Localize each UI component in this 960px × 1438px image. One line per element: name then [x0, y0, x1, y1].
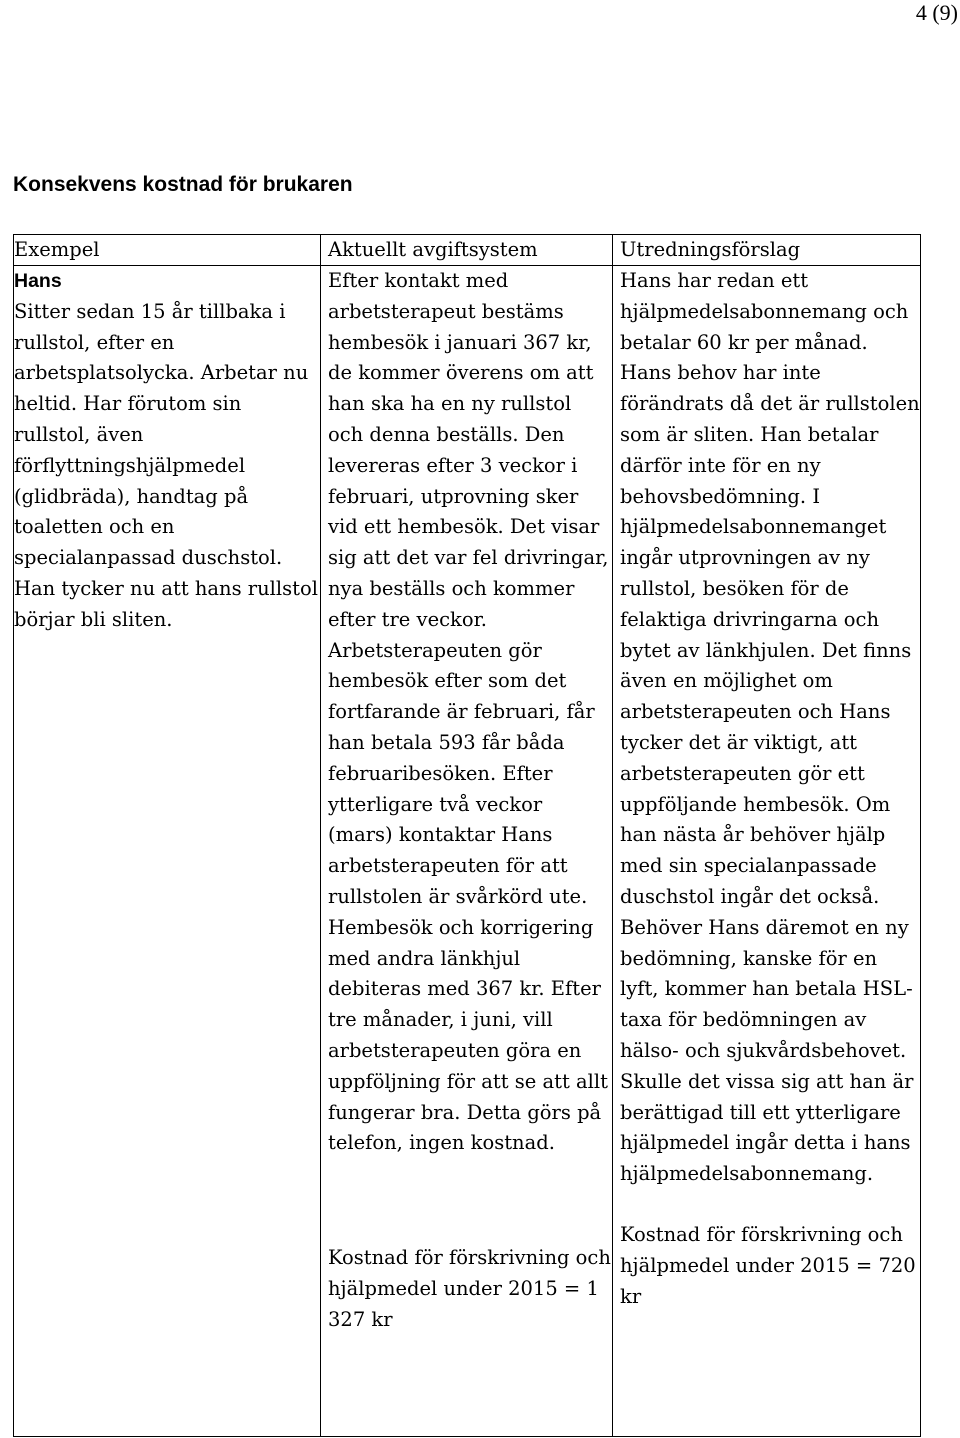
proposal-cost: Kostnad för förskrivning och hjälpmedel under 2015 = 720 kr: [620, 1222, 916, 1308]
cell-utredningsforslag: [613, 266, 921, 1437]
current-system-cost: Kostnad för förskrivning och hjälpmedel under 2015 = 1 327 kr: [328, 1246, 611, 1331]
cell-aktuellt-avgiftsystem: [321, 266, 613, 1437]
example-description: Sitter sedan 15 år tillbaka i rullstol, efter en arbetsplatsolycka. Arbetar nu heltid. Har förutom sin rullstol, även förflyttningshjälpmedel (glidbräda), handtag på toaletten och en specialanpassad duschstol. Han tycker nu att hans rullstol börjar bli sliten.: [14, 299, 318, 631]
page-number: 4 (9): [915, 0, 958, 25]
section-title: Konsekvens kostnad för brukaren: [13, 173, 353, 196]
table-header-row: [14, 235, 921, 266]
cell-exempel: [14, 266, 321, 1437]
header-exempel: Exempel: [14, 235, 321, 266]
header-utredningsforslag: Utredningsförslag: [613, 235, 921, 266]
header-aktuellt-avgiftsystem: Aktuellt avgiftsystem: [321, 235, 613, 266]
example-name: Hans: [14, 270, 62, 292]
proposal-description: Hans har redan ett hjälpmedelsabonnemang och betalar 60 kr per månad. Hans behov har inte förändrats då det är rullstolen som är sliten. Han betalar därför inte för en ny behovsbedömning. I hjälpmedelsabonnemanget ingår utprovningen av ny rullstol, besöken för de felaktiga drivringarna och bytet av länkhjulen. Det finns även en möjlighet om arbetsterapeuten och Hans tycker det är viktigt, att arbetsterapeuten gör ett uppföljande hembesök. Om han nästa år behöver hjälp med sin specialanpassade duschstol ingår det också. Behöver Hans däremot en ny bedömning, kanske för en lyft, kommer han betala HSL-taxa för bedömningen av hälso- och sjukvårdsbehovet. Skulle det vissa sig att han är berättigad till ett ytterligare hjälpmedel ingår detta i hans hjälpmedelsabonnemang.: [620, 269, 920, 1186]
current-system-description: Efter kontakt med arbetsterapeut bestäms hembesök i januari 367 kr, de kommer överens om att han ska ha en ny rullstol och denna beställs. Den levereras efter 3 veckor i februari, utprovning sker vid ett hembesök. Det visar sig att det var fel drivringar, nya beställs och kommer efter tre veckor. Arbetsterapeuten gör hembesök efter som det fortfarande är februari, får han betala 593 får båda februaribesöken. Efter ytterligare två veckor (mars) kontaktar Hans arbetsterapeuten för att rullstolen är svårkörd ute. Hembesök och korrigering med andra länkhjul debiteras med 367 kr. Efter tre månader, i juni, vill arbetsterapeuten göra en uppföljning för att se att allt fungerar bra. Detta görs på telefon, ingen kostnad.: [328, 269, 609, 1155]
comparison-table: [13, 234, 921, 1437]
table-row: [14, 266, 921, 1437]
